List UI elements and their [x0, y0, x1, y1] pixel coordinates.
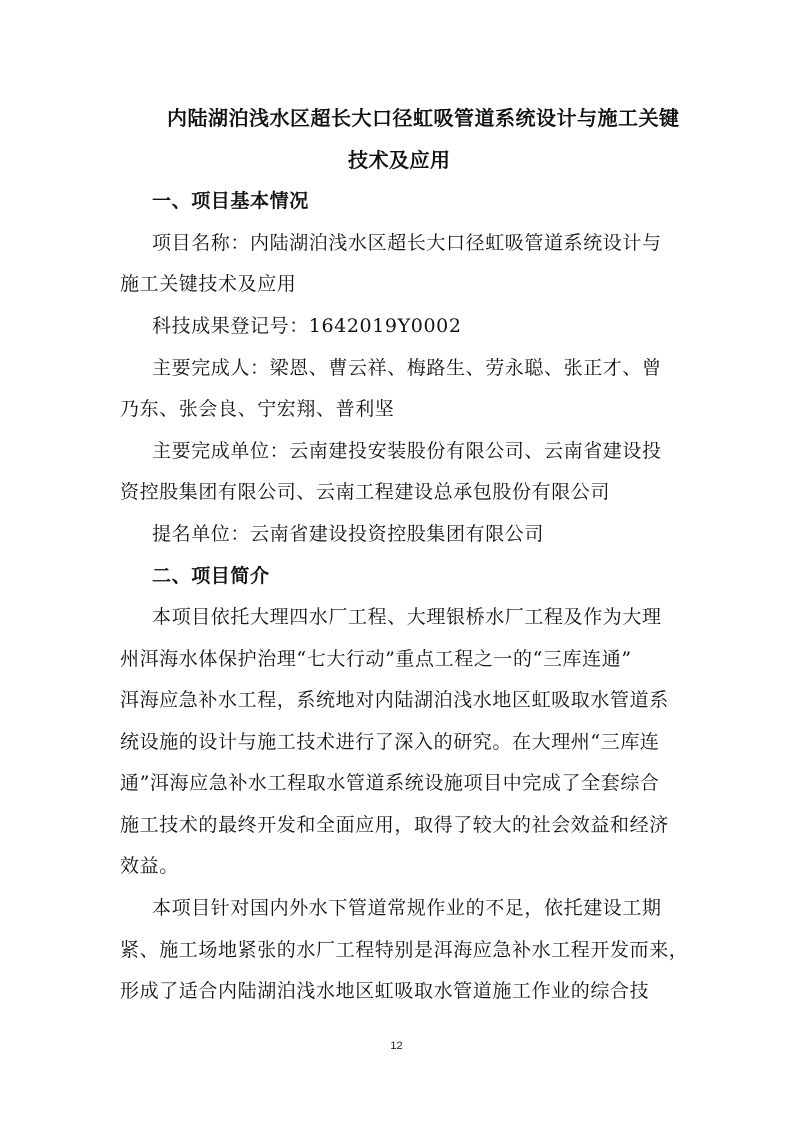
intro-paragraph-2-line-1: 本项目针对国内外水下管道常规作业的不足，依托建设工期: [152, 897, 662, 919]
intro-paragraph-1-line-7: 效益。: [120, 855, 179, 877]
project-name-line-2: 施工关键技术及应用: [120, 273, 297, 295]
project-name-line-1: 项目名称：内陆湖泊浅水区超长大口径虹吸管道系统设计与: [152, 232, 662, 254]
title-line-2: 技术及应用: [348, 148, 451, 172]
section-heading-introduction: 二、项目简介: [152, 565, 270, 587]
intro-paragraph-1-line-4: 统设施的设计与施工技术进行了深入的研究。在大理州“三库连: [120, 731, 660, 753]
main-units-line-1: 主要完成单位：云南建投安装股份有限公司、云南省建设投: [152, 440, 662, 462]
section-heading-basic-info: 一、项目基本情况: [152, 190, 309, 212]
title-line-1: 内陆湖泊浅水区超长大口径虹吸管道系统设计与施工关键: [167, 106, 680, 130]
main-persons-line-2: 乃东、张会良、宁宏翔、普利坚: [120, 398, 395, 420]
intro-paragraph-1-line-3: 洱海应急补水工程，系统地对内陆湖泊浅水地区虹吸取水管道系: [120, 689, 669, 711]
page-number: 12: [390, 1040, 403, 1052]
intro-paragraph-1-line-2: 州洱海水体保护治理“七大行动”重点工程之一的“三库连通”: [120, 648, 632, 670]
main-units-line-2: 资控股集团有限公司、云南工程建设总承包股份有限公司: [120, 481, 611, 503]
nominating-unit: 提名单位：云南省建设投资控股集团有限公司: [152, 523, 545, 545]
main-persons-line-1: 主要完成人：梁恩、曹云祥、梅路生、劳永聪、张正才、曾: [152, 357, 662, 379]
intro-paragraph-1-line-5: 通”洱海应急补水工程取水管道系统设施项目中完成了全套综合: [120, 772, 660, 794]
intro-paragraph-2-line-3: 形成了适合内陆湖泊浅水地区虹吸取水管道施工作业的综合技: [120, 980, 650, 1002]
intro-paragraph-1-line-1: 本项目依托大理四水厂工程、大理银桥水厂工程及作为大理: [152, 606, 662, 628]
intro-paragraph-2-line-2: 紧、施工场地紧张的水厂工程特别是洱海应急补水工程开发而来，: [120, 939, 689, 961]
intro-paragraph-1-line-6: 施工技术的最终开发和全面应用，取得了较大的社会效益和经济: [120, 814, 669, 836]
registration-number: 科技成果登记号：1642019Y0002: [152, 315, 462, 337]
